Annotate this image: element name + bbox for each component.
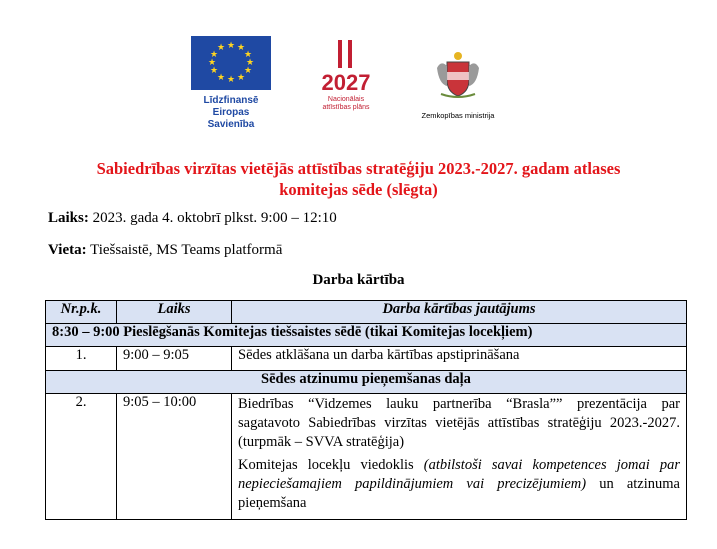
place-value: Tiešsaistē, MS Teams platformā bbox=[86, 242, 283, 258]
eu-caption-line2: Eiropas Savienība bbox=[207, 107, 255, 130]
table-row bbox=[46, 371, 687, 394]
table-row bbox=[46, 324, 687, 347]
table-row bbox=[46, 347, 687, 371]
document-title bbox=[0, 158, 717, 200]
eu-logo bbox=[191, 36, 273, 131]
title-line2: komitejas sēde (slēgta) bbox=[279, 180, 438, 199]
place-line bbox=[48, 242, 282, 259]
row-time: 9:05 – 10:00 bbox=[117, 394, 232, 520]
row-topic bbox=[232, 394, 687, 520]
row-time: 9:00 – 9:05 bbox=[117, 347, 232, 371]
ministry-caption: Zemkopības ministrija bbox=[421, 111, 495, 120]
nap-logo bbox=[310, 40, 382, 112]
topic-paragraph-2 bbox=[238, 456, 680, 513]
nap-bars-icon bbox=[310, 40, 382, 70]
table-header-row bbox=[46, 301, 687, 324]
time-label: Laiks: bbox=[48, 210, 89, 226]
header-topic: Darba kārtības jautājums bbox=[232, 301, 687, 324]
nap-year: 2027 bbox=[321, 70, 371, 95]
topic-paragraph-1: Biedrības “Vidzemes lauku partnerība “Brasla”” prezentācija par sagatavoto Sabiedrības virzītas vietējās attīstības stratēģiju 2023.-2027. (turpmāk – SVVA stratēģija) bbox=[238, 396, 680, 450]
header-time: Laiks bbox=[117, 301, 232, 324]
nap-caption-line2: attīstības plāns bbox=[322, 104, 370, 111]
table-row bbox=[46, 394, 687, 520]
title-line1: Sabiedrības virzītas vietējās attīstības stratēģiju 2023.-2027. gadam atlases bbox=[96, 159, 621, 178]
place-label: Vieta: bbox=[48, 242, 87, 258]
eu-flag-icon: ★ ★ ★ ★ ★ ★ ★ ★ ★ ★ ★ ★ bbox=[191, 36, 271, 90]
row-topic: Sēdes atklāšana un darba kārtības apstiprināšana bbox=[232, 347, 687, 371]
row-number: 2. bbox=[46, 394, 117, 520]
row-number: 1. bbox=[46, 347, 117, 371]
header-number: Nr.p.k. bbox=[46, 301, 117, 324]
logo-bar bbox=[0, 36, 717, 130]
coat-of-arms-icon bbox=[435, 50, 481, 100]
topic-p2-start: Komitejas locekļu viedoklis bbox=[238, 457, 424, 473]
topic-p2-italic: (atbilstoši savai kompetences jomai par nepieciešamajiem papildinājumiem vai precizējumiem) bbox=[238, 457, 681, 492]
time-line bbox=[48, 210, 337, 227]
ministry-logo bbox=[418, 50, 498, 120]
agenda-heading: Darba kārtība bbox=[312, 272, 405, 288]
topic-p2-end: un atzinuma pieņemšana bbox=[238, 476, 680, 511]
pre-session-cell: 8:30 – 9:00 Pieslēgšanās Komitejas tiešsaistes sēdē (tikai Komitejas locekļiem) bbox=[46, 324, 687, 347]
time-value: 2023. gada 4. oktobrī plkst. 9:00 – 12:10 bbox=[88, 210, 337, 226]
nap-caption-line1: Nacionālais bbox=[327, 96, 365, 103]
agenda-table bbox=[45, 300, 687, 520]
eu-caption-line1: Līdzfinansē bbox=[203, 95, 259, 106]
section-heading-cell: Sēdes atzinumu pieņemšanas daļa bbox=[46, 371, 687, 394]
